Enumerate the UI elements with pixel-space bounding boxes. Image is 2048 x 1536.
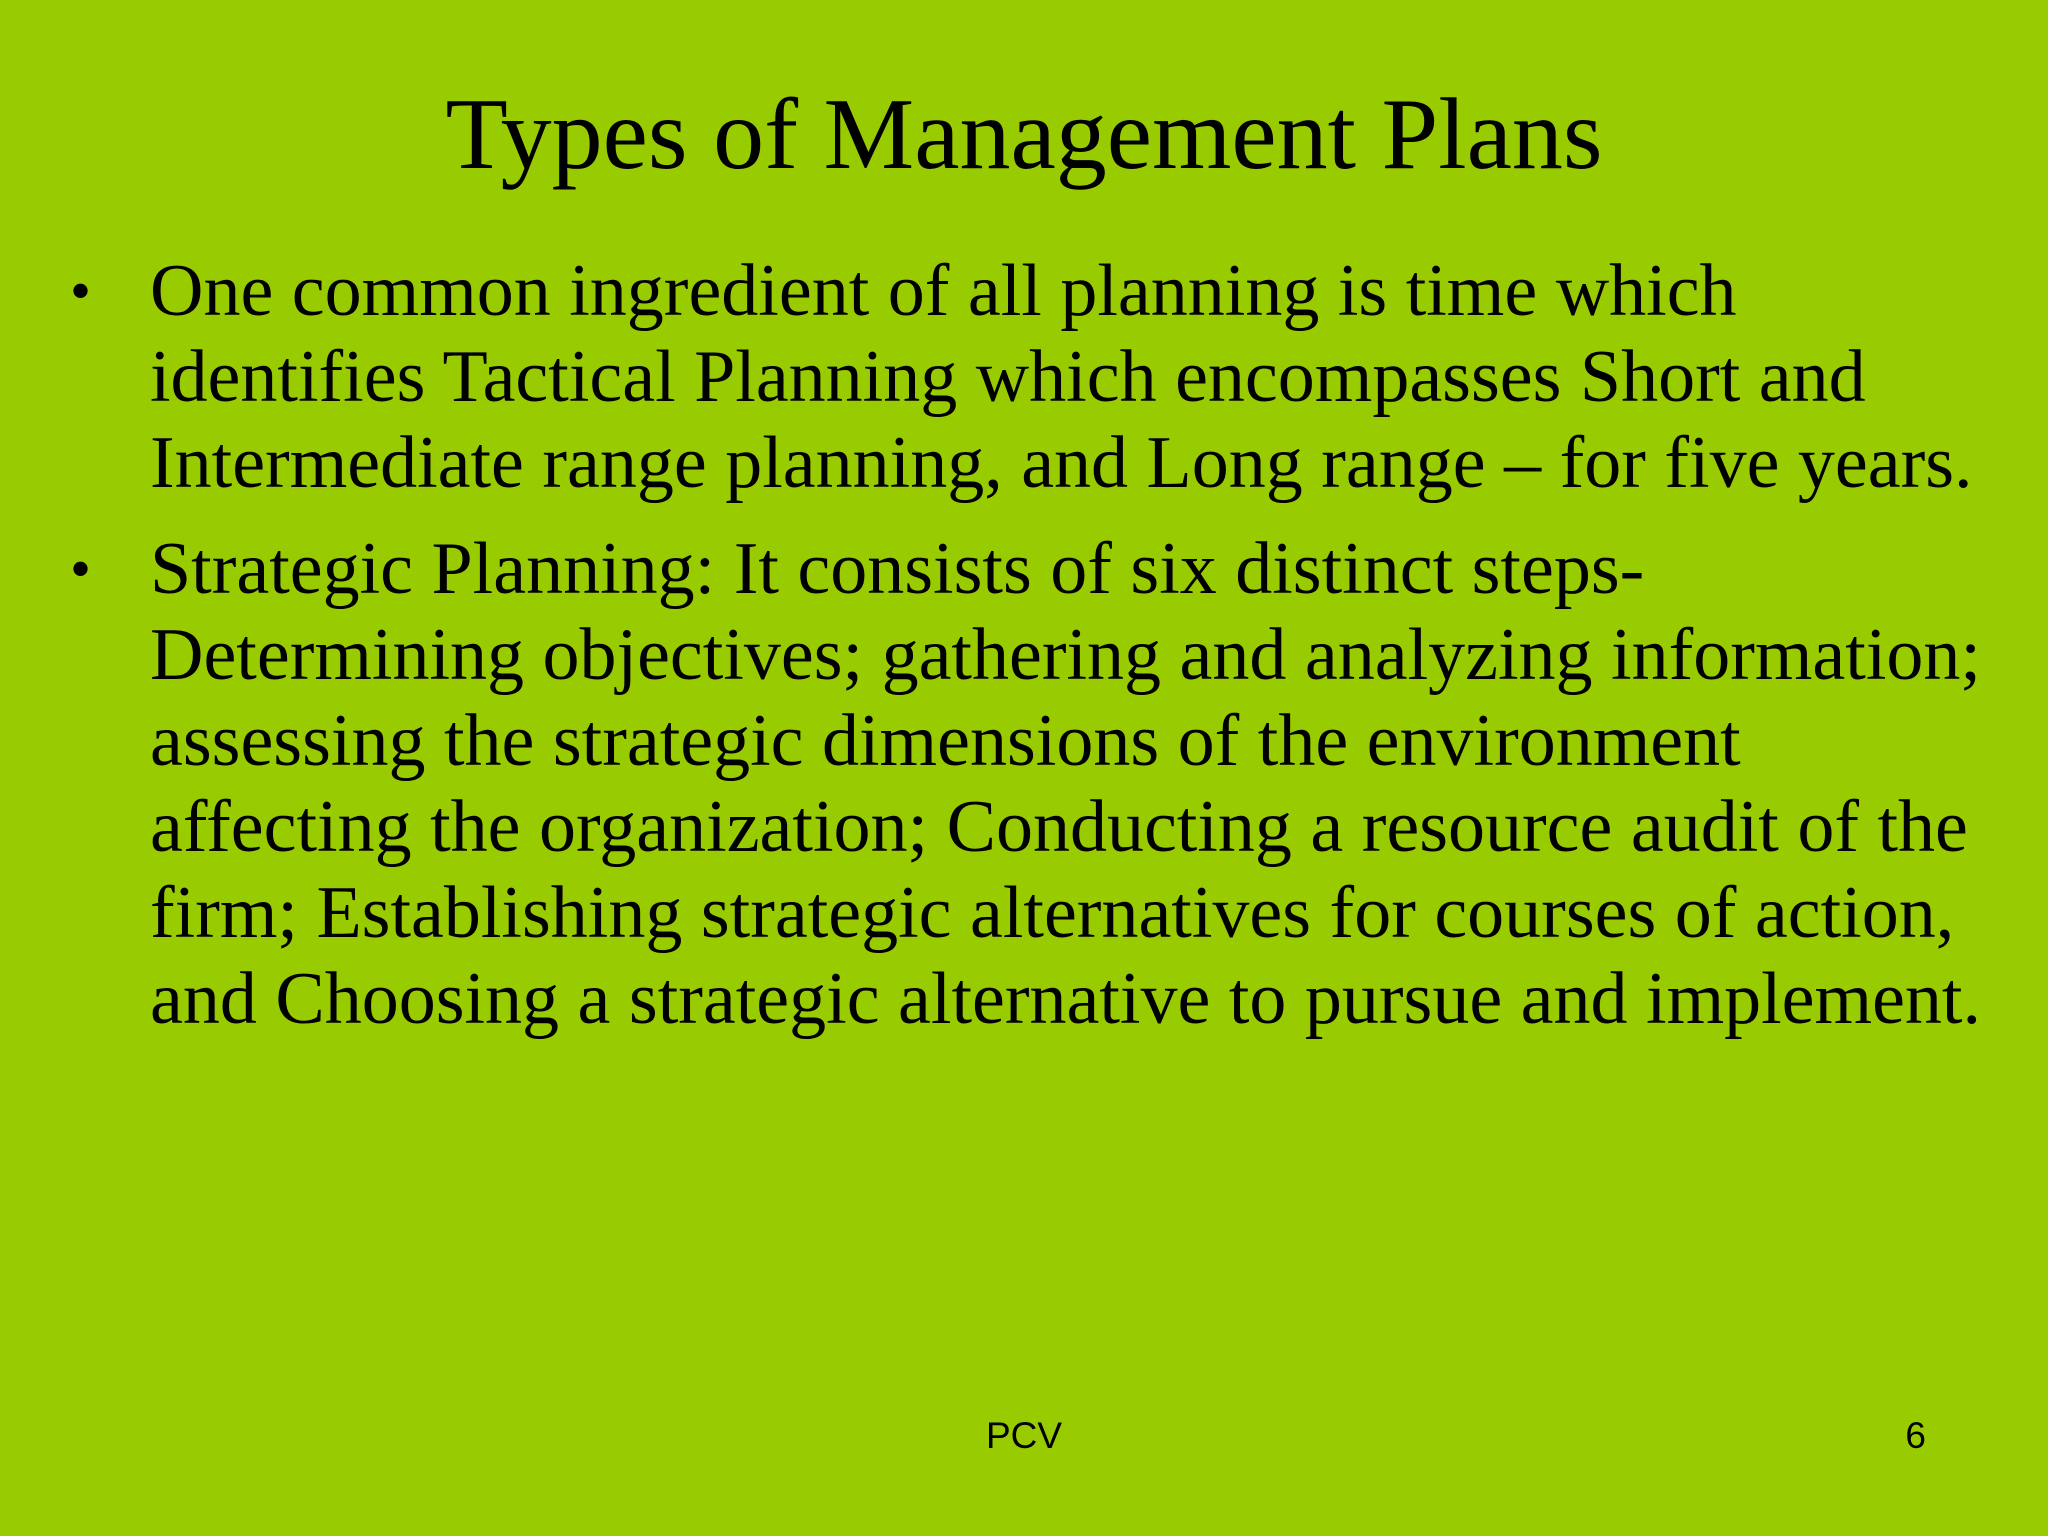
bullet-item-1 bbox=[70, 248, 2000, 506]
bullet-list bbox=[70, 248, 2000, 1042]
bullet-marker: • bbox=[70, 258, 92, 324]
slide-title: Types of Management Plans bbox=[445, 78, 1603, 191]
page-number: 6 bbox=[1905, 1415, 1926, 1456]
footer-text: PCV bbox=[985, 1415, 1063, 1456]
bullet-item-2 bbox=[70, 526, 2000, 1042]
bullet-marker: • bbox=[70, 536, 92, 602]
bullet-text-2: Strategic Planning: It consists of six distinct steps- Determining objectives; gathering and analyzing information; assessing the strategic dimensions of the environment affecting the organization; Conducting a resource audit of the firm; Establishing strategic alternatives for courses of action, and Choosing a strategic alternative to pursue and implement. bbox=[150, 528, 1981, 1040]
bullet-text-1: One common ingredient of all planning is time which identifies Tactical Planning which encompasses Short and Intermediate range planning, and Long range – for five years. bbox=[150, 250, 1973, 504]
